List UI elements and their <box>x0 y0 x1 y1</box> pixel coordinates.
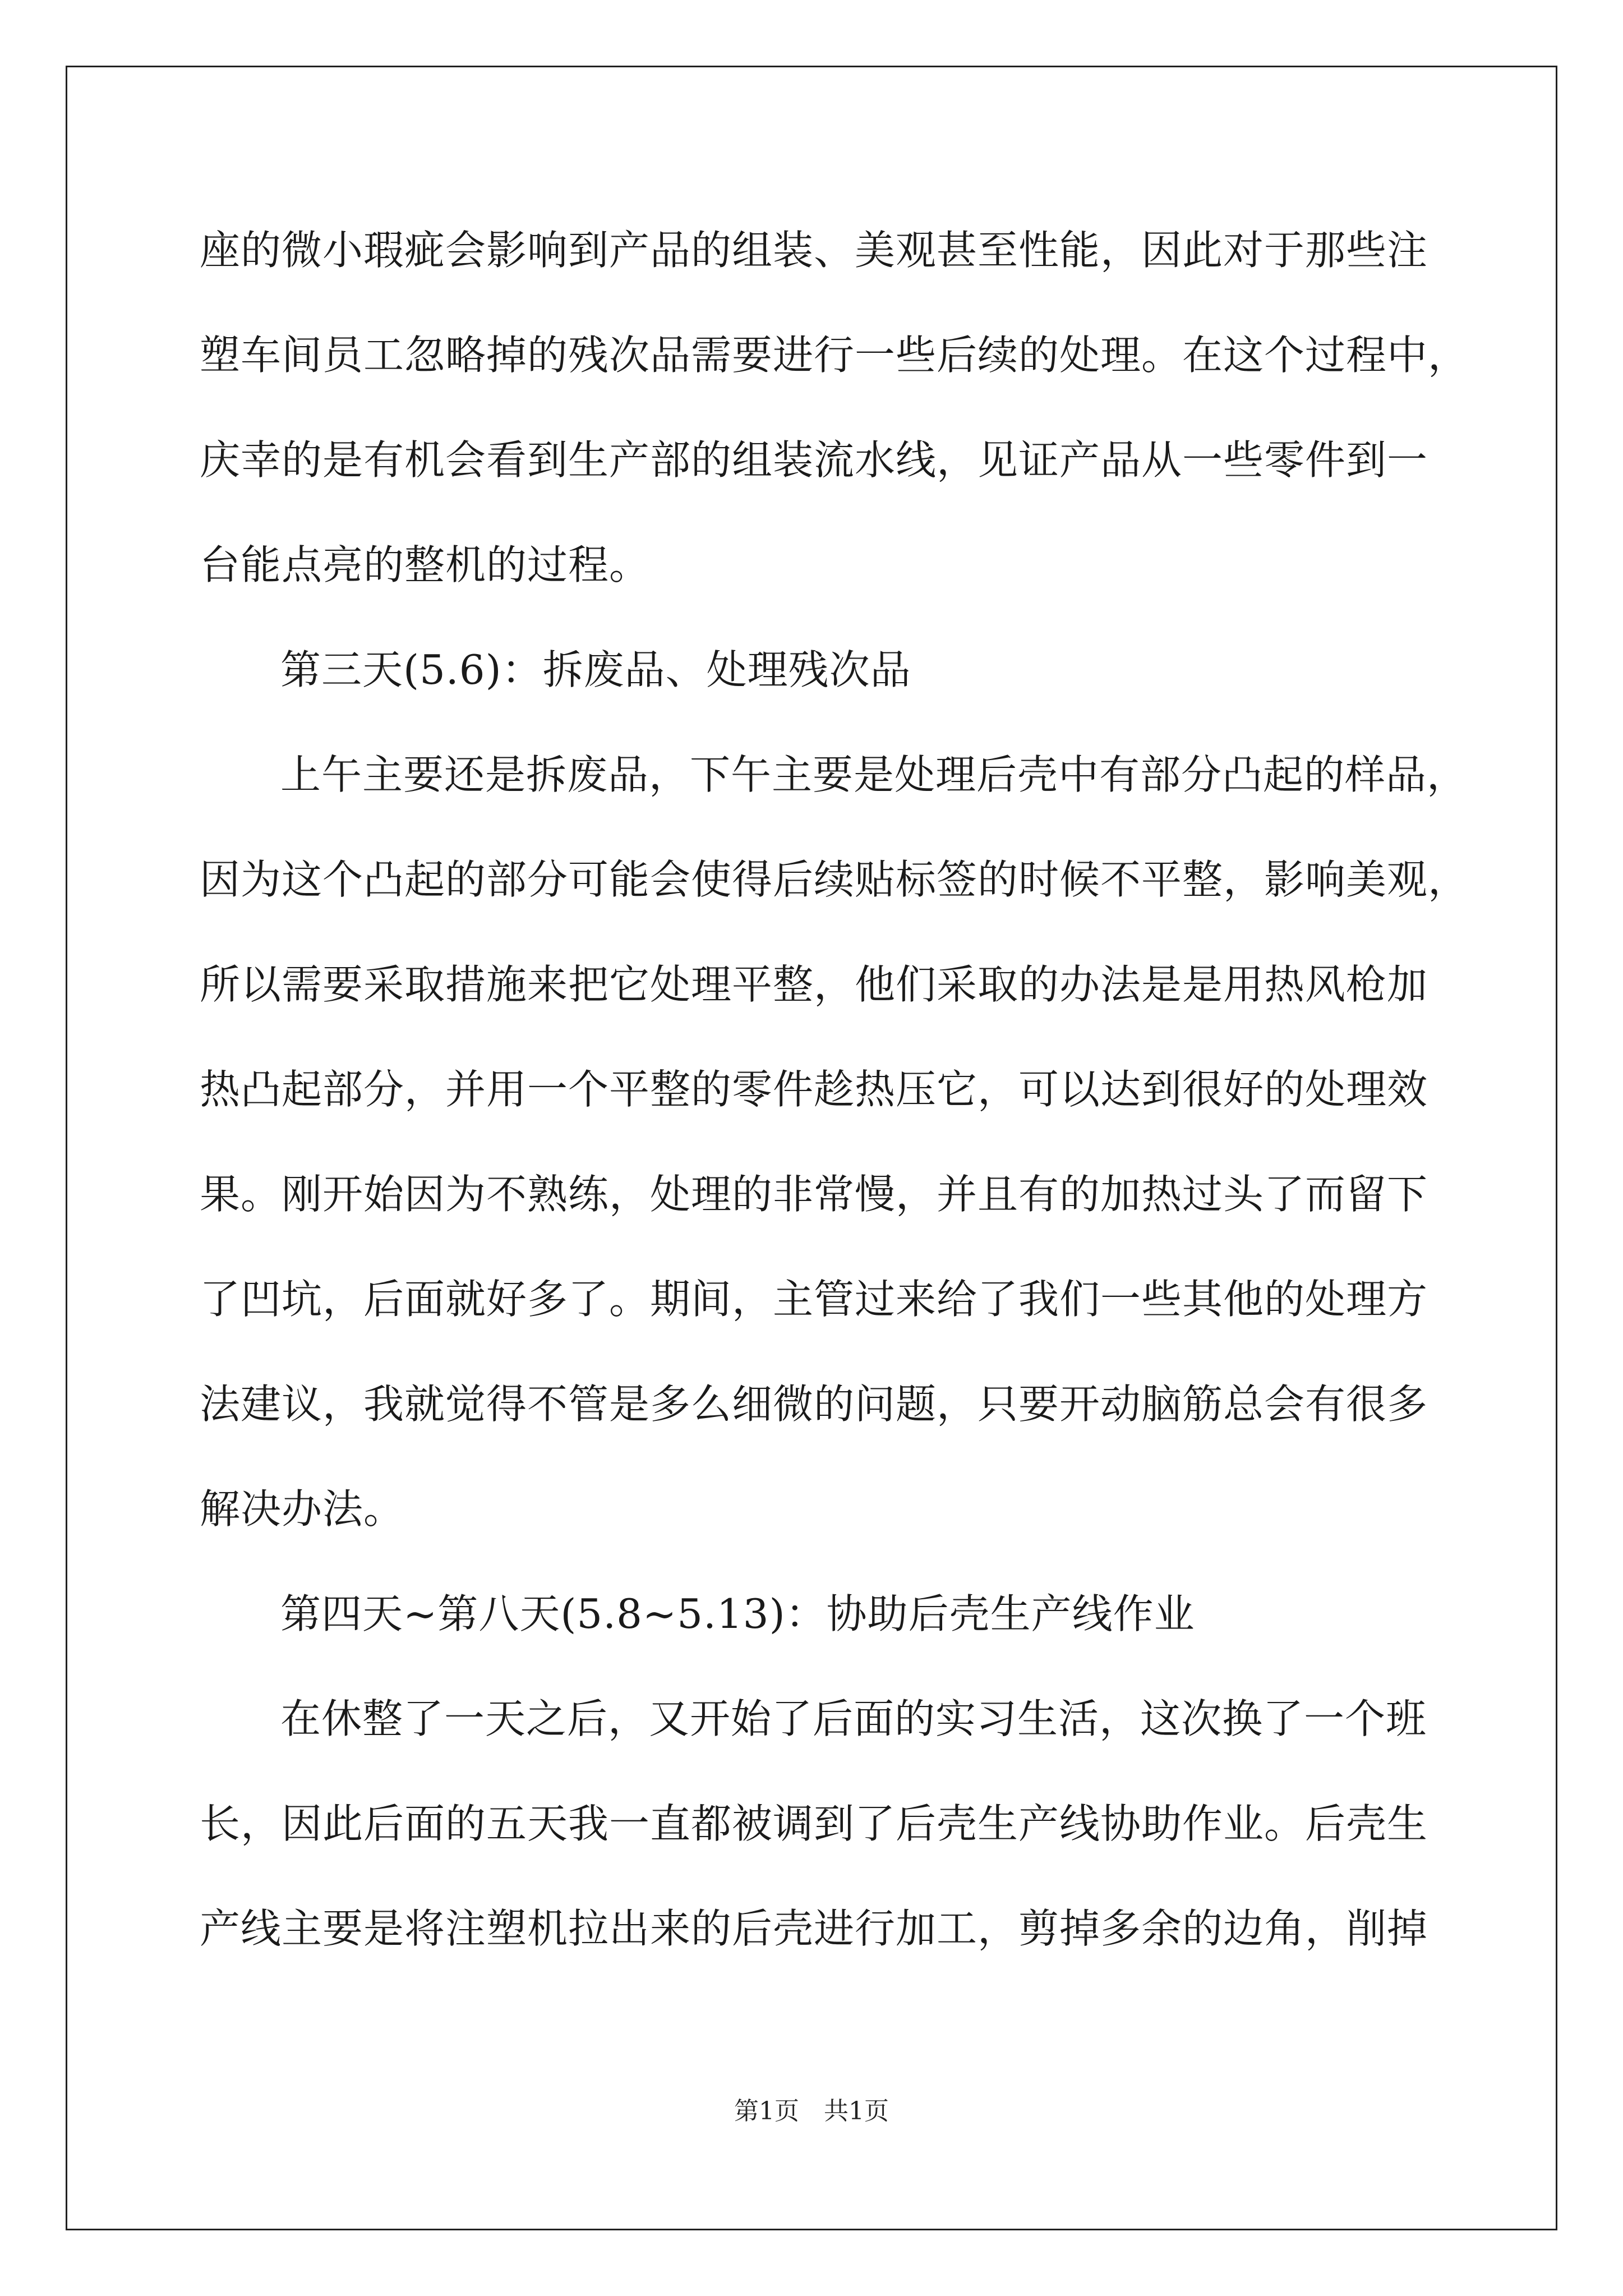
text-line: 台能点亮的整机的过程。 <box>200 541 651 588</box>
text-line: 塑车间员工忽略掉的残次品需要进行一些后续的处理。在这个过程中， <box>200 332 1469 379</box>
text-line: 庆幸的是有机会看到生产部的组装流水线，见证产品从一些零件到一 <box>200 436 1428 484</box>
text-line: 解决办法。 <box>200 1485 405 1533</box>
text-line: 因为这个凸起的部分可能会使得后续贴标签的时候不平整，影响美观， <box>200 856 1469 903</box>
text-line: 法建议，我就觉得不管是多么细微的问题，只要开动脑筋总会有很多 <box>200 1381 1428 1428</box>
text-line: 果。刚开始因为不熟练，处理的非常慢，并且有的加热过头了而留下 <box>200 1171 1428 1218</box>
text-line: 上午主要还是拆废品，下午主要是处理后壳中有部分凸起的样品， <box>280 751 1468 798</box>
text-line: 了凹坑，后面就好多了。期间，主管过来给了我们一些其他的处理方 <box>200 1276 1428 1323</box>
text-line: 在休整了一天之后，又开始了后面的实习生活，这次换了一个班 <box>280 1695 1427 1742</box>
section-heading: 第四天~第八天(5.8~5.13)：协助后壳生产线作业 <box>280 1590 1195 1637</box>
text-line: 产线主要是将注塑机拉出来的后壳进行加工，剪掉多余的边角，削掉 <box>200 1905 1428 1952</box>
section-heading: 第三天(5.6)：拆废品、处理残次品 <box>280 646 911 693</box>
text-line: 座的微小瑕疵会影响到产品的组装、美观甚至性能，因此对于那些注 <box>200 227 1428 274</box>
page-footer: 第1页 共1页 <box>734 2097 889 2125</box>
text-line: 热凸起部分，并用一个平整的零件趁热压它，可以达到很好的处理效 <box>200 1066 1428 1113</box>
text-line: 所以需要采取措施来把它处理平整，他们采取的办法是是用热风枪加 <box>200 961 1428 1008</box>
text-line: 长，因此后面的五天我一直都被调到了后壳生产线协助作业。后壳生 <box>200 1800 1428 1847</box>
